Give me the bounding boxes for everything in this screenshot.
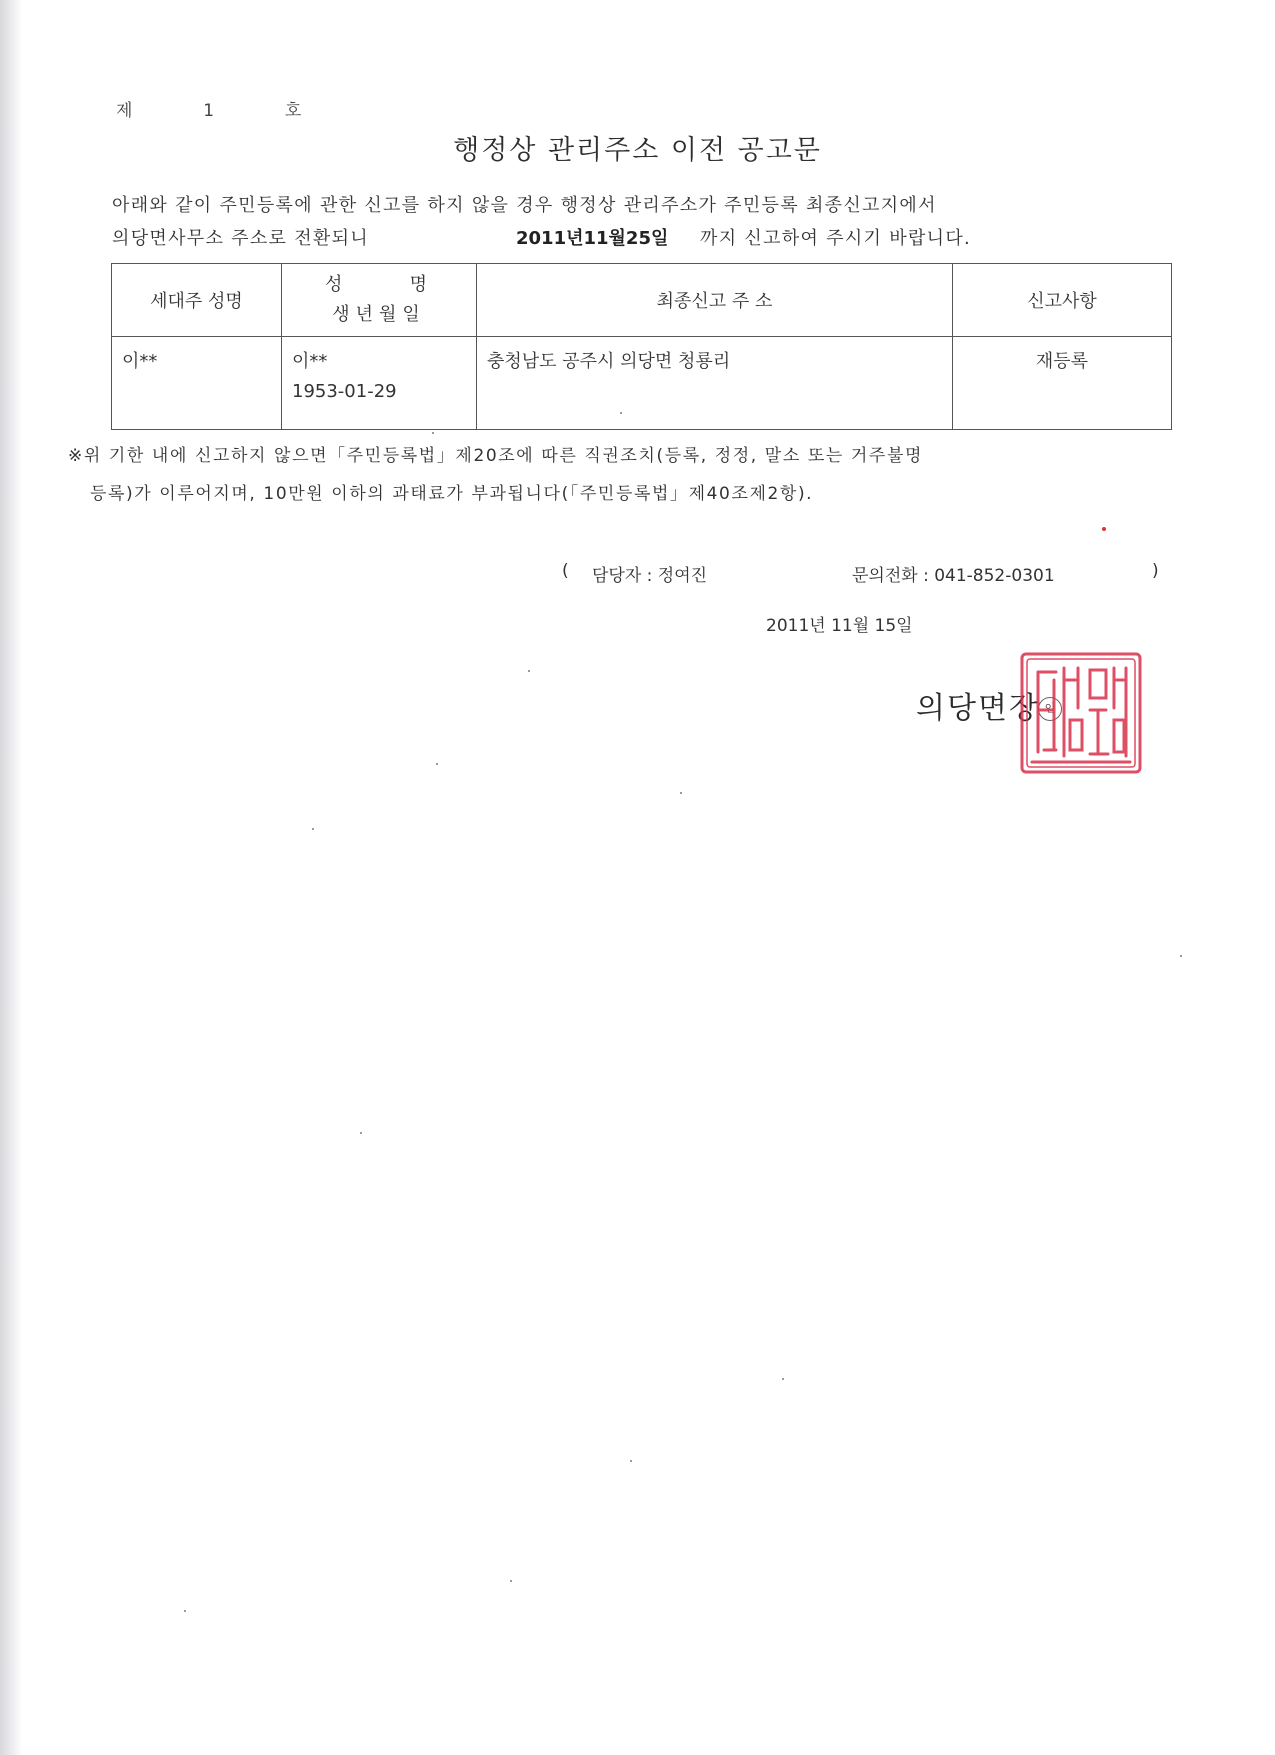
contact-paren-close: ) [1152, 561, 1159, 581]
legal-note-line-2: 등록)가 이루어지며, 10만원 이하의 과태료가 부과됩니다(「주민등록법」제40조제2항). [90, 484, 814, 504]
cell-birth: 1953-01-29 [292, 381, 397, 402]
scan-speck [782, 1378, 784, 1380]
intro-line-2: 의당면사무소 주소로 전환되니 [112, 228, 369, 249]
header-householder: 세대주 성명 [112, 264, 282, 337]
issue-suffix: 호 [284, 101, 302, 121]
signer-title: 의당면장 [916, 691, 1040, 726]
scan-speck [528, 670, 530, 672]
issue-prefix: 제 [116, 101, 133, 121]
scan-speck [620, 412, 622, 414]
intro-line-1: 아래와 같이 주민등록에 관한 신고를 하지 않을 경우 행정상 관리주소가 주민등록 최종신고지에서 [112, 195, 937, 216]
header-name-birth [282, 264, 477, 337]
scan-speck [630, 1460, 632, 1462]
issue-date: 2011년 11월 15일 [766, 616, 913, 636]
scan-speck [432, 432, 434, 434]
cell-report: 재등록 [953, 337, 1172, 430]
scan-speck [312, 828, 314, 830]
cell-householder: 이** [112, 337, 282, 430]
header-report: 신고사항 [953, 264, 1172, 337]
scan-edge-shadow [0, 0, 22, 1755]
notice-table [111, 263, 1172, 430]
issue-number-value: 1 [203, 101, 215, 121]
issue-number [116, 96, 301, 121]
scan-speck [436, 763, 438, 765]
contact-paren-open: ( [562, 561, 569, 581]
scan-speck [680, 792, 682, 794]
header-name: 성 명 [325, 274, 433, 295]
table-row [112, 337, 1172, 430]
seal-mark: 인 [1038, 697, 1062, 721]
header-address: 최종신고 주 소 [477, 264, 953, 337]
scan-speck [1180, 955, 1182, 957]
red-scan-speck [1102, 527, 1106, 531]
contact-person: 담당자 : 정여진 [592, 566, 708, 586]
scan-speck [184, 1610, 186, 1612]
header-birth: 생년월일 [332, 304, 426, 325]
cell-address: 충청남도 공주시 의당면 청룡리 [477, 337, 953, 430]
cell-name-birth [282, 337, 477, 430]
contact-phone: 문의전화 : 041-852-0301 [852, 566, 1055, 586]
intro-line-2-tail: 까지 신고하여 주시기 바랍니다. [700, 228, 972, 249]
official-seal [1018, 650, 1144, 776]
scan-speck [360, 1132, 362, 1134]
scan-speck [510, 1580, 512, 1582]
deadline-date: 2011년11월25일 [516, 228, 669, 249]
document-title: 행정상 관리주소 이전 공고문 [453, 135, 822, 166]
cell-name: 이** [292, 351, 328, 372]
table-header-row [112, 264, 1172, 337]
legal-note-line-1: ※위 기한 내에 신고하지 않으면「주민등록법」제20조에 따른 직권조치(등록, 정정, 말소 또는 거주불명 [68, 446, 923, 466]
